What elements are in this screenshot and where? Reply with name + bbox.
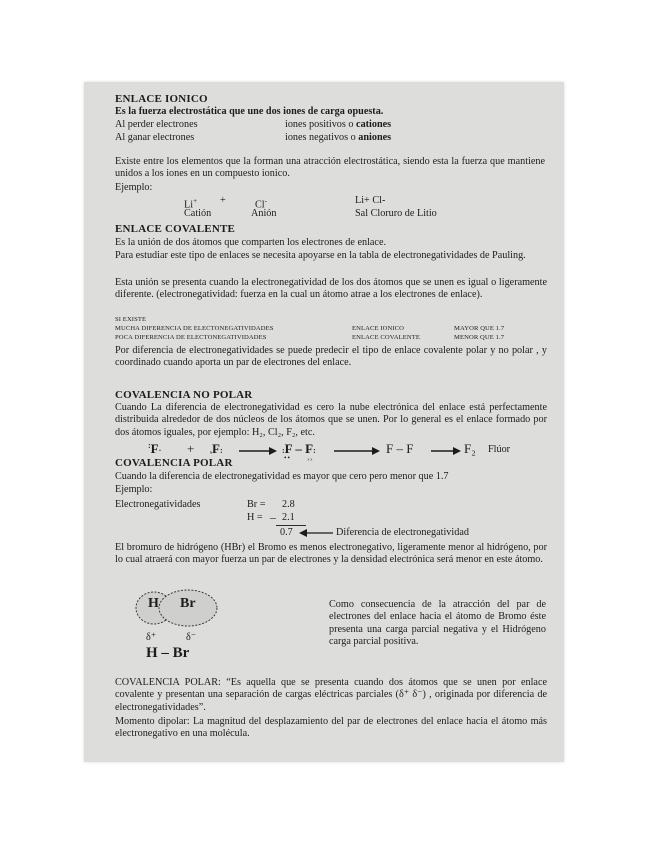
table-row-2-col-2: ENLACE COVALENTE (352, 334, 420, 341)
lewis-f2: F₂ (464, 441, 476, 456)
diff-value: 0.7 (280, 527, 293, 538)
polar-p2: El bromuro de hidrógeno (HBr) el Bromo es menos electronegativo, ligeramente menor al hidrógeno, por lo cual atraerá con mayor fuerza un par de electrones y la densidad electrónica será menor en este átomo. (115, 542, 547, 566)
covalente-p1: Es la unión de dos átomos que comparten los electrones de enlace. (115, 237, 387, 248)
lewis-plus: + (187, 441, 195, 456)
polar-example-label: Ejemplo: (115, 484, 153, 495)
salt-formula: Li+ Cl- (355, 195, 386, 206)
arrow-icon (431, 447, 461, 455)
table-row-1-col-2: ENLACE IONICO (352, 325, 405, 332)
salt-name: Sal Cloruro de Litio (355, 208, 437, 219)
diff-label: Diferencia de electronegatividad (336, 527, 469, 538)
polar-definition: COVALENCIA POLAR: “Es aquella que se presenta cuando dos átomos que se unen por enlace covalente y presentan una separación de cargas eléctricas parciales (δ⁺ δ⁻) , originada por diferencia de electronegatividades”. (115, 677, 547, 713)
hbr-electron-cloud-diagram (134, 588, 220, 628)
table-row-1-col-1: MUCHA DIFERENCIA DE ELECTONEGATIVIDADES (115, 325, 274, 332)
lewis-dots-bottom: •• ₓₓ (284, 454, 314, 462)
table-row-2-col-1: POCA DIFERENCIA DE ELECTONEGATIVIDADES (115, 334, 267, 341)
diagram-br: Br (180, 596, 196, 611)
cation-label: Catión (184, 208, 212, 219)
diagram-h: H (148, 596, 159, 611)
delta-minus: δ⁻ (186, 632, 197, 643)
no-polar-p1: Cuando La diferencia de electronegatividad es cero la nube electrónica del enlace está perfectamente distribuida alrededor de dos núcleos de los átomos que se unen. Por lo general es el enlace formado por dos átomos iguales, por ejemplo: H₂, Cl₂, F₂, etc. (115, 402, 547, 438)
ionico-example-label: Ejemplo: (115, 182, 153, 193)
delta-plus: δ⁺ (146, 632, 157, 643)
hbr-formula: H – Br (146, 645, 190, 661)
si-existe-label: SI EXISTE (115, 316, 147, 323)
subtraction-line (276, 525, 306, 526)
electroneg-label: Electronegatividades (115, 499, 201, 510)
arrow-left-icon (299, 529, 333, 537)
ionico-paragraph: Existe entre los elementos que la forman una atracción electrostática, siendo esta la fuerza que mantiene unidos a los iones en un compuesto ionico. (115, 156, 545, 180)
arrow-icon (239, 447, 277, 455)
lewis-bond: :F – F: (282, 441, 316, 456)
lewis-f-atom-2: ₓF: (210, 441, 223, 456)
lewis-f-atom-1: :F· (148, 441, 162, 456)
ion-li: Li+ (184, 197, 198, 211)
h-label: H = (247, 512, 263, 523)
br-value: 2.8 (282, 499, 295, 510)
table-row-2-col-3: MENOR QUE 1.7 (454, 334, 505, 341)
covalente-p2: Para estudiar este tipo de enlaces se necesita apoyarse en la tabla de electronegatividades de Pauling. (115, 250, 526, 261)
ionico-row2-right: iones negativos o aniones (285, 132, 392, 143)
ionico-definition: Es la fuerza electrostática que une dos iones de carga opuesta. (115, 106, 384, 117)
section-title-enlace-covalente: ENLACE COVALENTE (115, 223, 236, 235)
covalente-p4: Por diferencia de electronegatividades se puede predecir el tipo de enlace covalente polar y no polar , y coordinado cuando aporta un par de electrones del enlace. (115, 345, 547, 369)
h-value: 2.1 (282, 512, 295, 523)
lewis-name: Flúor (488, 444, 511, 455)
hbr-side-text: Como consecuencia de la atracción del par de electrones del enlace hacia el átomo de Bromo éste presenta una carga parcial negativa y el Hidrógeno carga parcial positiva. (329, 599, 546, 647)
ionico-row1-right: iones positivos o cationes (285, 119, 392, 130)
minus-sign: – (270, 510, 276, 524)
polar-p1: Cuando la diferencia de electronegatividad es mayor que cero pero menor que 1.7 (115, 471, 449, 482)
section-title-covalencia-polar: COVALENCIA POLAR (115, 457, 233, 469)
table-row-1-col-3: MAYOR QUE 1.7 (454, 325, 505, 332)
ion-cl: Cl- (255, 197, 267, 211)
br-label: Br = (247, 499, 266, 510)
document-page (84, 82, 564, 762)
section-title-enlace-ionico: ENLACE IONICO (115, 93, 208, 105)
ionico-row2-left: Al ganar electrones (115, 132, 195, 143)
anion-label: Anión (251, 208, 277, 219)
covalente-p3: Esta unión se presenta cuando la electronegatividad de los dos átomos que se unen es igual o ligeramente diferente. (electronegatividad: fuerza en la cual un átomo atrae a los electrones de enlace). (115, 277, 547, 301)
arrow-icon (334, 447, 380, 455)
dipole-definition: Momento dipolar: La magnitud del desplazamiento del par de electrones del enlace hacia el átomo más electronegativo en una molécula. (115, 716, 547, 740)
ionico-row1-left: Al perder electrones (115, 119, 198, 130)
lewis-line-bond: F – F (386, 441, 414, 456)
section-title-covalencia-no-polar: COVALENCIA NO POLAR (115, 389, 253, 401)
ion-plus: + (220, 195, 226, 206)
